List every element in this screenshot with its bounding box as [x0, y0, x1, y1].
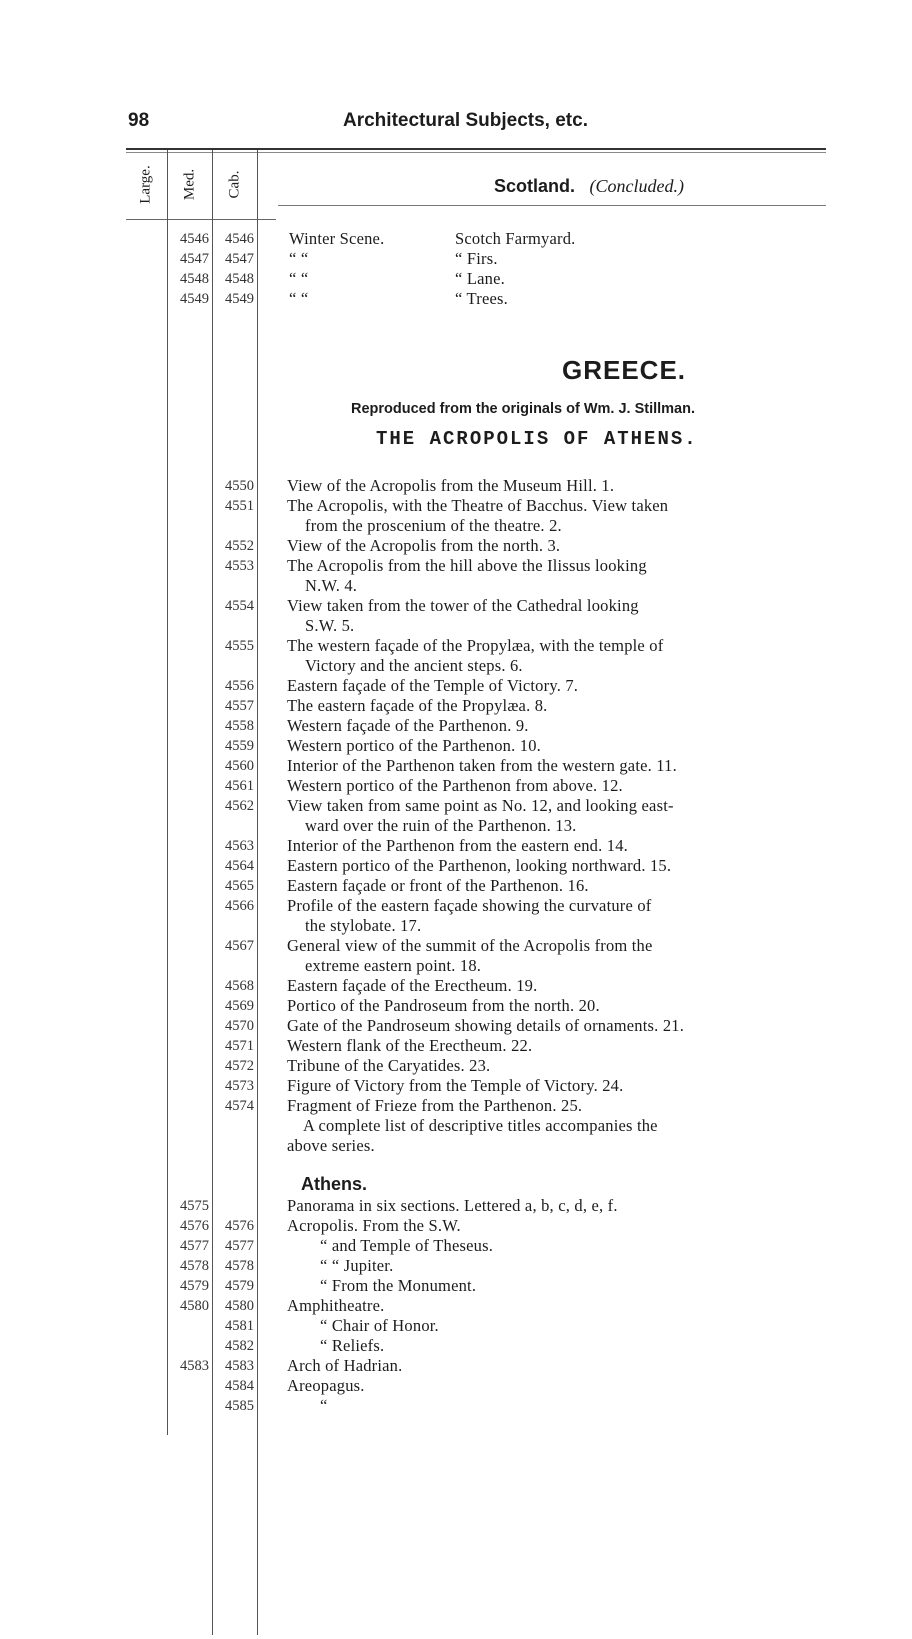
cab-number: 4564 — [225, 858, 254, 874]
cab-number: 4571 — [225, 1038, 254, 1054]
entry-line: Profile of the eastern façade showing the curvature of — [287, 896, 652, 915]
cab-number: 4548 — [225, 271, 254, 287]
cab-number: 4565 — [225, 878, 254, 894]
entry-line: Acropolis. From the S.W. — [287, 1216, 461, 1235]
entry-title: “ “ — [289, 249, 309, 268]
page-number: 98 — [128, 110, 150, 131]
med-number: 4575 — [180, 1198, 209, 1214]
cab-number: 4549 — [225, 291, 254, 307]
entry-subject: “ Trees. — [455, 289, 508, 308]
entry-line: Western portico of the Parthenon. 10. — [287, 736, 541, 755]
med-number: 4578 — [180, 1258, 209, 1274]
cab-number: 4560 — [225, 758, 254, 774]
cab-number: 4568 — [225, 978, 254, 994]
entry-line: Arch of Hadrian. — [287, 1356, 403, 1375]
cab-number: 4569 — [225, 998, 254, 1014]
top-rule — [126, 148, 826, 150]
entry-line: Eastern portico of the Parthenon, looking northward. 15. — [287, 856, 672, 875]
entry-line: Eastern façade or front of the Parthenon. 16. — [287, 876, 589, 895]
entry-subject: “ Firs. — [455, 249, 498, 268]
cab-number: 4578 — [225, 1258, 254, 1274]
entry-line: Interior of the Parthenon from the eastern end. 14. — [287, 836, 629, 855]
entry-title: Winter Scene. — [289, 229, 385, 248]
reproduced-note: Reproduced from the originals of Wm. J. Stillman. — [351, 401, 696, 417]
entry-line: Western façade of the Parthenon. 9. — [287, 716, 529, 735]
cab-number: 4562 — [225, 798, 254, 814]
entry-line: Interior of the Parthenon taken from the western gate. 11. — [287, 756, 677, 775]
entry-line: The Acropolis from the hill above the Ilissus looking — [287, 556, 647, 575]
cab-number: 4546 — [225, 231, 254, 247]
med-number: 4580 — [180, 1298, 209, 1314]
cab-number: 4574 — [225, 1098, 254, 1114]
acropolis-title: THE ACROPOLIS OF ATHENS. — [376, 428, 698, 450]
cab-number: 4579 — [225, 1278, 254, 1294]
cab-number: 4585 — [225, 1398, 254, 1414]
cab-number: 4551 — [225, 498, 254, 514]
entry-line: Western portico of the Parthenon from above. 12. — [287, 776, 623, 795]
cab-number: 4580 — [225, 1298, 254, 1314]
entry-line: “ “ Jupiter. — [320, 1256, 394, 1275]
cab-number: 4552 — [225, 538, 254, 554]
column-head-cab: Cab. — [226, 170, 243, 199]
entry-line: “ Reliefs. — [320, 1336, 385, 1355]
greece-title: GREECE. — [562, 355, 687, 385]
cab-number: 4554 — [225, 598, 254, 614]
entry-line: ward over the ruin of the Parthenon. 13. — [305, 816, 577, 835]
med-number: 4583 — [180, 1358, 209, 1374]
entry-line: View of the Acropolis from the north. 3. — [287, 536, 561, 555]
cab-number: 4582 — [225, 1338, 254, 1354]
entry-line: from the proscenium of the theatre. 2. — [305, 516, 562, 535]
cab-number: 4567 — [225, 938, 254, 954]
med-number: 4548 — [180, 271, 209, 287]
entry-line: “ and Temple of Theseus. — [320, 1236, 494, 1255]
entry-line: The eastern façade of the Propylæa. 8. — [287, 696, 548, 715]
column-head-rule — [126, 219, 276, 220]
cab-number: 4572 — [225, 1058, 254, 1074]
cab-number: 4570 — [225, 1018, 254, 1034]
column-divider-2 — [212, 150, 213, 1635]
med-number: 4577 — [180, 1238, 209, 1254]
cab-number: 4584 — [225, 1378, 254, 1394]
cab-number: 4547 — [225, 251, 254, 267]
entry-line: View taken from same point as No. 12, and looking east- — [287, 796, 674, 815]
cab-number: 4555 — [225, 638, 254, 654]
scotland-heading — [494, 176, 684, 197]
entry-line: N.W. 4. — [305, 576, 358, 595]
cab-number: 4576 — [225, 1218, 254, 1234]
entry-line: Fragment of Frieze from the Parthenon. 25. — [287, 1096, 583, 1115]
cab-number: 4553 — [225, 558, 254, 574]
cab-number: 4577 — [225, 1238, 254, 1254]
entry-line: Panorama in six sections. Lettered a, b, c, d, e, f. — [287, 1196, 618, 1215]
cab-number: 4583 — [225, 1358, 254, 1374]
entry-line: The western façade of the Propylæa, with the temple of — [287, 636, 664, 655]
entry-line: Amphitheatre. — [287, 1296, 385, 1315]
entry-line: “ From the Monument. — [320, 1276, 477, 1295]
entry-subject: “ Lane. — [455, 269, 505, 288]
cab-number: 4581 — [225, 1318, 254, 1334]
entry-line: Tribune of the Caryatides. 23. — [287, 1056, 491, 1075]
entry-line: View of the Acropolis from the Museum Hill. 1. — [287, 476, 615, 495]
cab-number: 4557 — [225, 698, 254, 714]
cab-number: 4556 — [225, 678, 254, 694]
column-head-med: Med. — [181, 168, 198, 201]
running-head: Architectural Subjects, etc. — [343, 110, 588, 131]
entry-line: “ Chair of Honor. — [320, 1316, 439, 1335]
scotland-note: (Concluded.) — [589, 176, 684, 196]
entry-line: S.W. 5. — [305, 616, 355, 635]
med-number: 4546 — [180, 231, 209, 247]
entry-title: “ “ — [289, 269, 309, 288]
med-number: 4549 — [180, 291, 209, 307]
entry-line: Gate of the Pandroseum showing details of ornaments. 21. — [287, 1016, 685, 1035]
entry-line: Portico of the Pandroseum from the north. 20. — [287, 996, 600, 1015]
column-divider-3 — [257, 150, 258, 1635]
column-divider-1 — [167, 150, 168, 1435]
med-number: 4576 — [180, 1218, 209, 1234]
entry-line: The Acropolis, with the Theatre of Bacchus. View taken — [287, 496, 669, 515]
cab-number: 4561 — [225, 778, 254, 794]
entry-line: General view of the summit of the Acropolis from the — [287, 936, 653, 955]
entry-line: Victory and the ancient steps. 6. — [305, 656, 523, 675]
entry-line: Figure of Victory from the Temple of Victory. 24. — [287, 1076, 624, 1095]
column-head-large: Large. — [137, 165, 154, 204]
cab-number: 4563 — [225, 838, 254, 854]
entry-line: Areopagus. — [287, 1376, 365, 1395]
cab-number: 4566 — [225, 898, 254, 914]
cab-number: 4559 — [225, 738, 254, 754]
entry-subject: Scotch Farmyard. — [455, 229, 576, 248]
series-note: A complete list of descriptive titles accompanies the — [303, 1116, 658, 1135]
entry-line: “ — [320, 1396, 328, 1415]
header-rule — [126, 152, 826, 153]
entry-line: Eastern façade of the Erectheum. 19. — [287, 976, 538, 995]
entry-line: extreme eastern point. 18. — [305, 956, 482, 975]
med-number: 4547 — [180, 251, 209, 267]
entry-line: Eastern façade of the Temple of Victory. 7. — [287, 676, 579, 695]
entry-line: View taken from the tower of the Cathedral looking — [287, 596, 639, 615]
cab-number: 4573 — [225, 1078, 254, 1094]
athens-title: Athens. — [301, 1174, 368, 1194]
entry-title: “ “ — [289, 289, 309, 308]
cab-number: 4550 — [225, 478, 254, 494]
med-number: 4579 — [180, 1278, 209, 1294]
entry-line: Western flank of the Erectheum. 22. — [287, 1036, 533, 1055]
series-note: above series. — [287, 1136, 375, 1155]
cab-number: 4558 — [225, 718, 254, 734]
scotland-rule — [278, 205, 826, 206]
scotland-title: Scotland. — [494, 176, 576, 196]
entry-line: the stylobate. 17. — [305, 916, 422, 935]
